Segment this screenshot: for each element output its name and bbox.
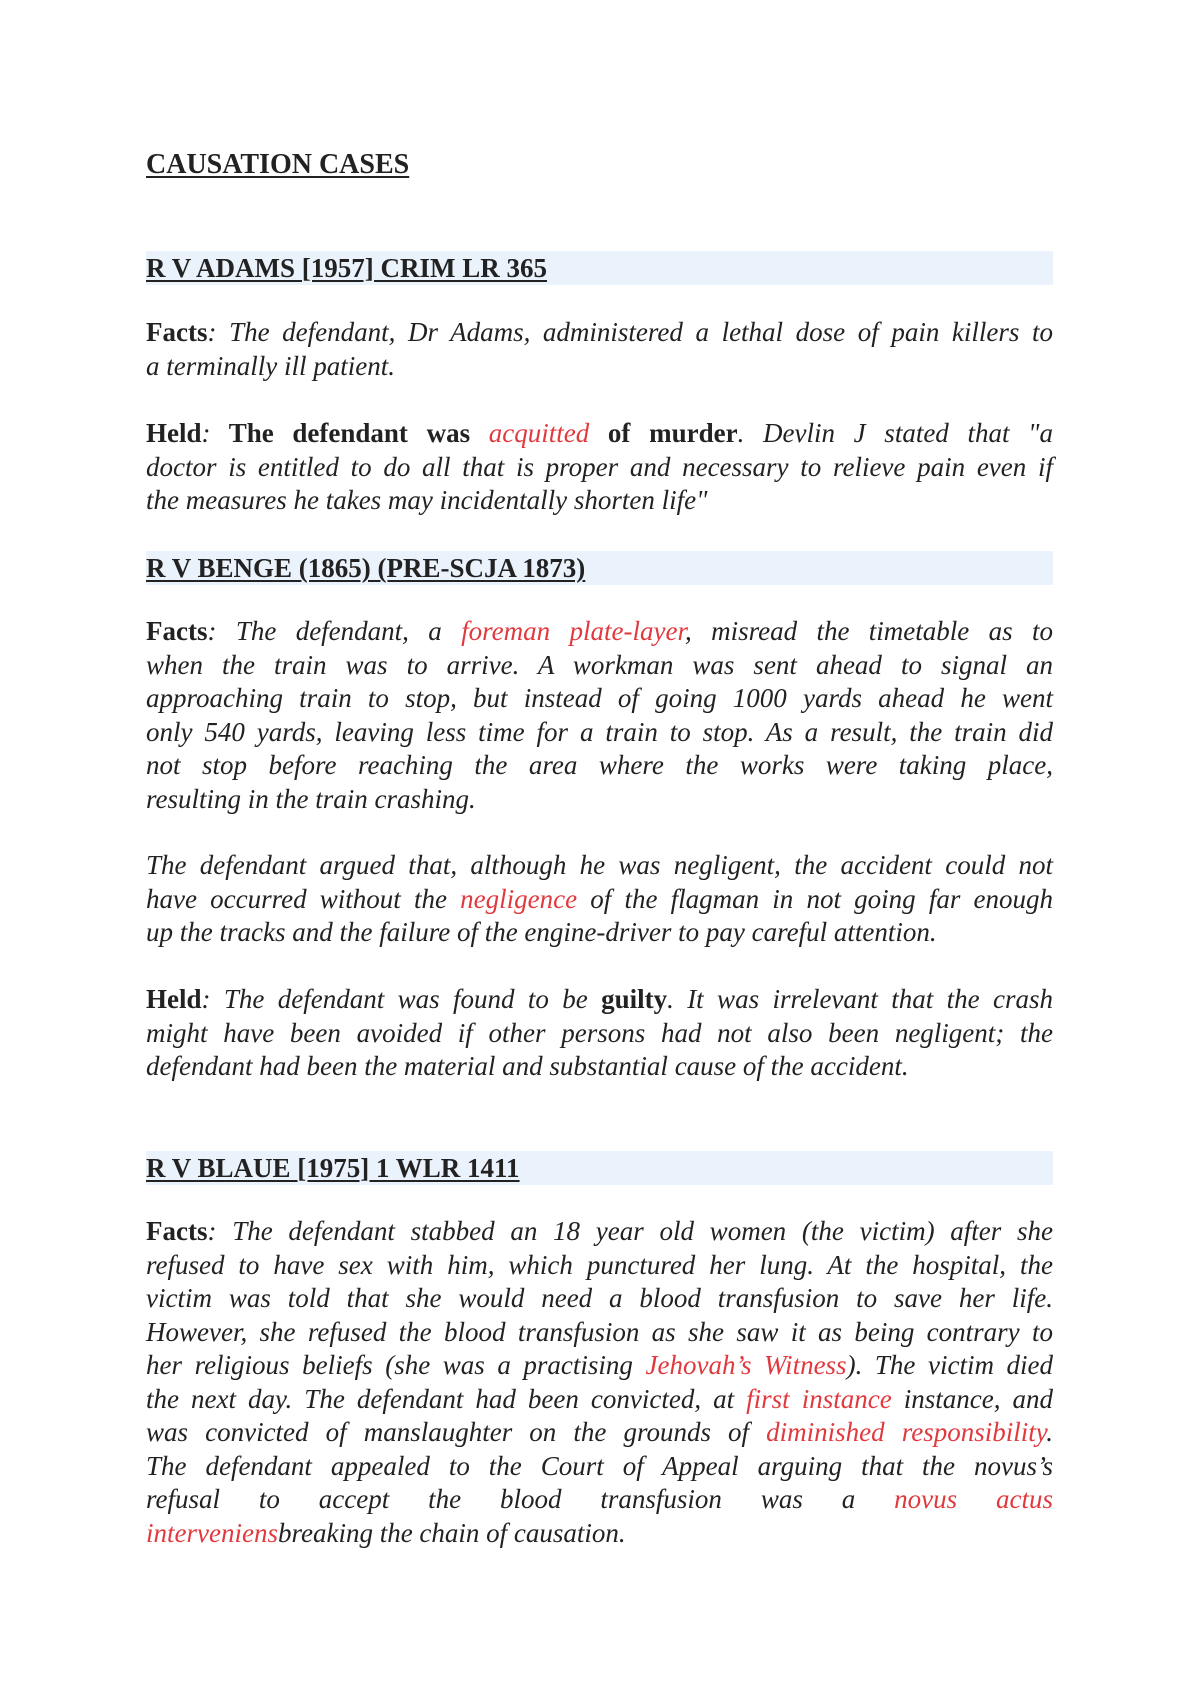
case-heading xyxy=(146,1151,1053,1185)
text-line xyxy=(146,1050,1053,1084)
text-line xyxy=(146,783,1053,817)
text-line xyxy=(146,682,1053,716)
case-heading xyxy=(146,551,1053,585)
highlighted-term: negligence xyxy=(460,883,578,914)
held-paragraph xyxy=(146,983,1053,1084)
text-line xyxy=(146,883,1053,917)
highlighted-term: interveniens xyxy=(146,1517,278,1548)
text-run: instance, and xyxy=(891,1383,1054,1414)
text-run: might have been avoided if other persons had not also been negligent; the xyxy=(146,1017,1053,1048)
text-run: the next day. The defendant had been convicted, at xyxy=(146,1383,747,1414)
text-run: of the flagman in not going far enough xyxy=(577,883,1053,914)
text-run: approaching train to stop, but instead of going 1000 yards ahead he went xyxy=(146,683,1053,713)
facts-paragraph xyxy=(146,615,1053,816)
document-title: CAUSATION CASES xyxy=(146,149,410,180)
highlighted-term: Jehovah’s Witness xyxy=(645,1350,847,1380)
section-label: Facts xyxy=(146,616,208,646)
text-run: However, she refused the blood transfusion as she saw it as being contrary to xyxy=(146,1316,1053,1347)
text-run: up the tracks and the failure of the engine-driver to pay careful attention. xyxy=(146,917,937,947)
text-line xyxy=(146,1017,1053,1051)
highlighted-term: diminished responsibility xyxy=(766,1417,1047,1447)
text-run: : The defendant stabbed an 18 year old women (the victim) after she xyxy=(207,1216,1053,1246)
section-label: Held xyxy=(146,418,202,448)
argument-paragraph xyxy=(146,849,1053,950)
text-run: . xyxy=(1046,1417,1053,1447)
text-line xyxy=(146,716,1053,750)
text-run: her religious beliefs (she was a practising xyxy=(146,1350,646,1380)
text-run: a terminally ill patient. xyxy=(146,350,395,381)
text-run: have occurred without the xyxy=(146,883,461,914)
held-paragraph xyxy=(146,417,1053,518)
text-run: breaking the chain of causation. xyxy=(277,1517,626,1548)
text-run: The defendant argued that, although he was negligent, the accident could not xyxy=(146,850,1053,880)
text-line xyxy=(146,749,1053,783)
text-run: The defendant appealed to the Court of Appeal arguing that the novus’s xyxy=(146,1450,1053,1481)
highlighted-term: novus actus xyxy=(894,1484,1054,1514)
text-line xyxy=(146,983,1053,1017)
text-line xyxy=(146,451,1053,485)
text-run: refusal to accept the blood transfusion was a xyxy=(146,1484,895,1514)
text-line xyxy=(146,916,1053,950)
text-line xyxy=(146,1349,1053,1383)
text-line xyxy=(146,615,1053,649)
text-line xyxy=(146,316,1053,350)
text-line xyxy=(146,1282,1053,1316)
text-line xyxy=(146,350,1053,384)
text-run: : xyxy=(201,418,211,448)
text-line xyxy=(146,1416,1053,1450)
text-run: . It was irrelevant that the crash xyxy=(667,984,1053,1014)
text-run: resulting in the train crashing. xyxy=(146,783,476,814)
text-line xyxy=(146,417,1053,451)
text-run: was convicted of manslaughter on the grounds of xyxy=(146,1417,767,1447)
text-run: defendant had been the material and substantial cause of the accident. xyxy=(146,1051,909,1081)
text-run: when the train was to arrive. A workman was sent ahead to signal an xyxy=(146,649,1053,680)
text-run: ). The victim died xyxy=(846,1350,1054,1380)
text-line xyxy=(146,1517,1053,1551)
text-run: not stop before reaching the area where the works were taking place, xyxy=(146,750,1053,780)
text-run: , misread the timetable as to xyxy=(684,616,1054,646)
facts-paragraph xyxy=(146,1215,1053,1550)
section-label: Facts xyxy=(146,317,208,347)
text-line xyxy=(146,1483,1053,1517)
highlighted-term: acquitted xyxy=(488,418,590,448)
text-line xyxy=(146,1215,1053,1249)
text-run: : The defendant, a xyxy=(207,616,462,646)
text-run: : The defendant was found to be xyxy=(201,984,602,1014)
highlighted-term: first instance xyxy=(746,1383,892,1414)
case-citation: R V BLAUE [1975] 1 WLR 1411 xyxy=(146,1153,520,1183)
text-line xyxy=(146,484,1053,518)
section-label: Facts xyxy=(146,1216,208,1246)
facts-paragraph xyxy=(146,316,1053,383)
text-run: doctor is entitled to do all that is proper and necessary to relieve pain even if xyxy=(146,451,1053,482)
bold-emphasis: The defendant was xyxy=(210,418,489,448)
case-citation: R V ADAMS [1957] CRIM LR 365 xyxy=(146,253,548,283)
text-run: . Devlin J stated that "a xyxy=(737,418,1053,448)
text-run: only 540 yards, leaving less time for a train to stop. As a result, the train did xyxy=(146,716,1053,747)
section-label: Held xyxy=(146,984,202,1014)
text-run: : The defendant, Dr Adams, administered a lethal dose of pain killers to xyxy=(207,317,1053,347)
text-line xyxy=(146,1450,1053,1484)
bold-emphasis: guilty xyxy=(601,984,668,1014)
text-line xyxy=(146,649,1053,683)
text-run: victim was told that she would need a blood transfusion to save her life. xyxy=(146,1283,1053,1313)
text-line xyxy=(146,1316,1053,1350)
text-run: refused to have sex with him, which punctured her lung. At the hospital, the xyxy=(146,1249,1053,1280)
text-line xyxy=(146,1383,1053,1417)
text-line xyxy=(146,849,1053,883)
case-heading xyxy=(146,251,1053,285)
text-run: the measures he takes may incidentally shorten life" xyxy=(146,485,708,515)
text-line xyxy=(146,1249,1053,1283)
case-citation: R V BENGE (1865) (PRE-SCJA 1873) xyxy=(146,553,586,583)
highlighted-term: foreman plate-layer xyxy=(461,616,685,646)
bold-emphasis: of murder xyxy=(589,418,738,448)
